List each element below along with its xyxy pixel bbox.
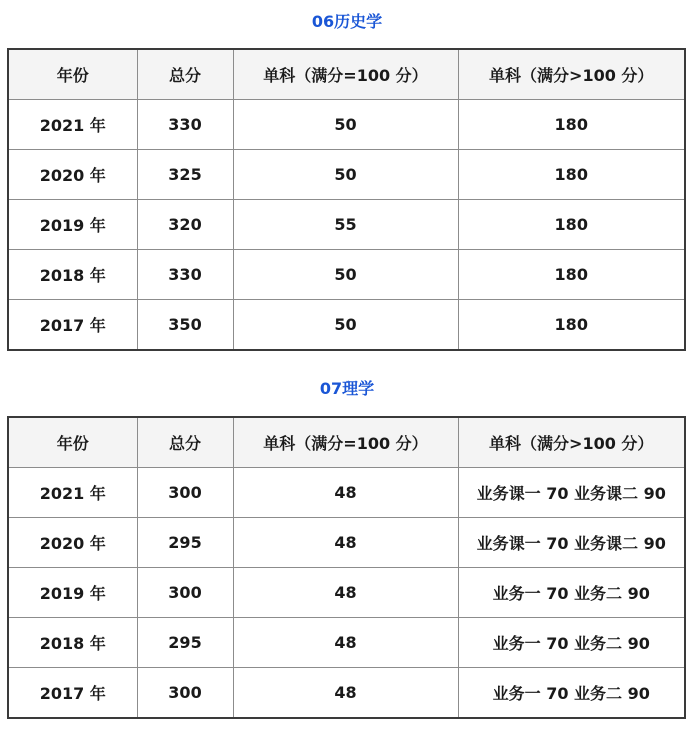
cell-single-100: 55 bbox=[233, 200, 458, 250]
header-total: 总分 bbox=[137, 49, 233, 100]
cell-single-over-100: 180 bbox=[458, 100, 685, 150]
table-row bbox=[8, 568, 685, 618]
header-year: 年份 bbox=[8, 417, 137, 468]
cell-total: 330 bbox=[137, 100, 233, 150]
table-header-row bbox=[8, 49, 685, 100]
cell-year: 2018 年 bbox=[8, 618, 137, 668]
table-row bbox=[8, 468, 685, 518]
cell-year: 2017 年 bbox=[8, 300, 137, 351]
cell-single-over-100: 180 bbox=[458, 150, 685, 200]
cell-year: 2021 年 bbox=[8, 468, 137, 518]
header-single-over-100: 单科（满分>100 分） bbox=[458, 417, 685, 468]
cell-total: 300 bbox=[137, 568, 233, 618]
cell-single-100: 48 bbox=[233, 468, 458, 518]
cell-total: 350 bbox=[137, 300, 233, 351]
cell-single-over-100: 业务一 70 业务二 90 bbox=[458, 618, 685, 668]
score-table-science bbox=[7, 416, 686, 719]
score-table-history bbox=[7, 48, 686, 351]
cell-total: 295 bbox=[137, 518, 233, 568]
cell-single-over-100: 180 bbox=[458, 250, 685, 300]
table-row bbox=[8, 518, 685, 568]
header-total: 总分 bbox=[137, 417, 233, 468]
cell-total: 300 bbox=[137, 668, 233, 719]
cell-year: 2020 年 bbox=[8, 518, 137, 568]
cell-year: 2018 年 bbox=[8, 250, 137, 300]
cell-single-100: 50 bbox=[233, 100, 458, 150]
cell-single-over-100: 180 bbox=[458, 300, 685, 351]
cell-single-100: 50 bbox=[233, 250, 458, 300]
cell-year: 2021 年 bbox=[8, 100, 137, 150]
table-header-row bbox=[8, 417, 685, 468]
cell-single-100: 48 bbox=[233, 568, 458, 618]
cell-single-over-100: 业务课一 70 业务课二 90 bbox=[458, 468, 685, 518]
table-row bbox=[8, 200, 685, 250]
cell-single-100: 48 bbox=[233, 518, 458, 568]
header-single-100: 单科（满分=100 分） bbox=[233, 49, 458, 100]
cell-single-100: 48 bbox=[233, 618, 458, 668]
cell-year: 2019 年 bbox=[8, 568, 137, 618]
cell-total: 295 bbox=[137, 618, 233, 668]
table-row bbox=[8, 100, 685, 150]
table-row bbox=[8, 668, 685, 719]
table-row bbox=[8, 250, 685, 300]
cell-single-over-100: 业务一 70 业务二 90 bbox=[458, 568, 685, 618]
cell-single-100: 50 bbox=[233, 300, 458, 351]
table-row bbox=[8, 300, 685, 351]
cell-single-100: 50 bbox=[233, 150, 458, 200]
table-row bbox=[8, 150, 685, 200]
header-single-over-100: 单科（满分>100 分） bbox=[458, 49, 685, 100]
cell-single-over-100: 业务课一 70 业务课二 90 bbox=[458, 518, 685, 568]
cell-single-over-100: 业务一 70 业务二 90 bbox=[458, 668, 685, 719]
cell-total: 320 bbox=[137, 200, 233, 250]
cell-year: 2020 年 bbox=[8, 150, 137, 200]
cell-single-over-100: 180 bbox=[458, 200, 685, 250]
section-title-history: 06历史学 bbox=[311, 12, 383, 31]
header-single-100: 单科（满分=100 分） bbox=[233, 417, 458, 468]
cell-total: 300 bbox=[137, 468, 233, 518]
cell-year: 2017 年 bbox=[8, 668, 137, 719]
cell-single-100: 48 bbox=[233, 668, 458, 719]
header-year: 年份 bbox=[8, 49, 137, 100]
section-title-science: 07理学 bbox=[319, 379, 375, 398]
table-row bbox=[8, 618, 685, 668]
cell-year: 2019 年 bbox=[8, 200, 137, 250]
cell-total: 325 bbox=[137, 150, 233, 200]
cell-total: 330 bbox=[137, 250, 233, 300]
